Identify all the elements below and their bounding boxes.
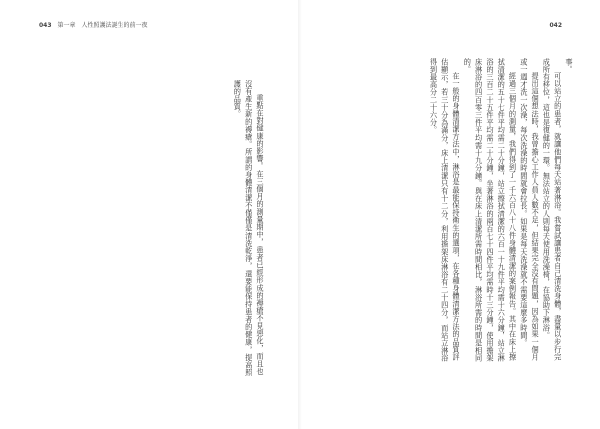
paragraph: 可以站立的患者，就讓他們每天站著淋浴。我嘗試讓患者自己清洗身體，盡量以步行完成所有移位，這也是復健的一環。無法站立的人則每天使用洗澡椅，在協助下淋浴。 [542,58,563,362]
paragraph: 經過三個月的測量，我們得到了一千六百八十八件身體清潔的案例報告。其中在床上擦拭清潔的五十七件平均需二十分鐘，站立擦拭清潔的六百一十九件平均需十六分鐘，站立淋浴的三百二十五件平均需二十分鐘，坐著淋浴的兩百七十四件平均需時十三分鐘，使用擔架床淋浴的四百零三件平均需十九分鐘。與在床上清潔所需時間相比，淋浴所需的時間是相同的。 [463,58,518,362]
right-running-head [549,22,562,30]
paragraph: 事。 [565,58,574,74]
chapter-label: 第一章 [57,22,76,29]
right-page-body [315,58,575,368]
left-page-body [186,80,266,380]
chapter-title: 人性照護法誕生的前一夜 [81,22,148,29]
paragraph: 在一般的身體清潔方法中，淋浴是最能保持衛生的選項，在各種身體清潔方法的品質評估顯示，若三十分為滿分，床上清潔只有十二分，利用擔架床淋浴有二十四分，而站立淋浴得到最高分二十六分。 [429,58,462,362]
right-page-number: 042 [549,22,562,29]
paragraph: 重點在對健康的影響。在三個月的測量期中，患者已經形成的褥瘡不見惡化，而且也沒有產生新的褥瘡。所謂的身體清潔不僅僅是清洗乾淨，還要能保持患者的健康，提高照護的品質。 [233,80,265,377]
left-page-number: 043 [39,22,52,29]
right-page [300,0,600,429]
left-running-head [39,22,148,30]
paragraph: 提出這個想法時，我曾擔心工作人員人數不足，但結果完全沒有問題，因為如果一個月或一週才洗一次澡，每次洗澡的時間就會拉長。如果是每天洗澡就不需要這麼多時間。 [519,58,541,362]
